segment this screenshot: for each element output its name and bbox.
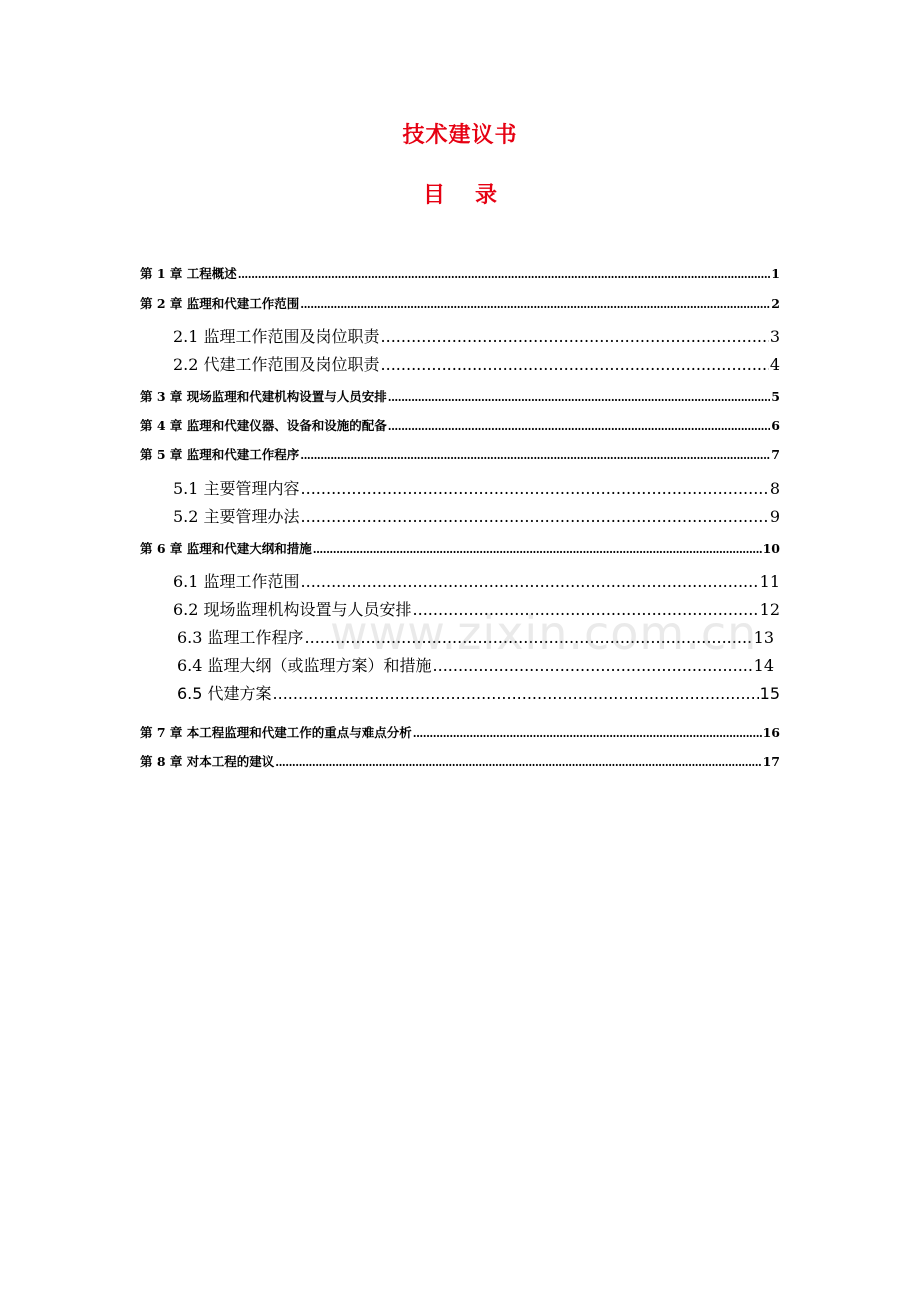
toc-entry-label: 2.1 监理工作范围及岗位职责: [173, 327, 380, 346]
toc-entry-page: 3: [769, 327, 780, 346]
toc-entry-label: 第 2 章 监理和代建工作范围: [140, 296, 300, 311]
toc-entry-label: 6.3 监理工作程序: [177, 628, 304, 647]
toc-entry-label: 6.1 监理工作范围: [173, 572, 300, 591]
toc-heading-right: 录: [475, 183, 498, 208]
toc-leader: [300, 449, 770, 462]
toc-leader: [433, 656, 753, 675]
toc-entry-page: 2: [771, 296, 780, 311]
toc-entry-page: 12: [759, 600, 780, 619]
toc-entry-page: 4: [769, 355, 780, 374]
toc-entry-page: 8: [769, 479, 780, 498]
toc-leader: [381, 327, 769, 346]
watermark: www.zixin.com.cn: [330, 606, 758, 660]
toc-entry-page: 17: [762, 754, 780, 769]
toc-entry-section-5-1[interactable]: [173, 476, 780, 499]
toc-leader: [275, 756, 761, 769]
toc-entry-page: 1: [771, 266, 780, 281]
toc-leader: [273, 684, 759, 703]
toc-leader: [238, 268, 771, 281]
toc-entry-chapter-1[interactable]: [140, 264, 780, 282]
toc-entry-page: 7: [771, 447, 780, 462]
toc-leader: [305, 628, 753, 647]
toc-entry-section-6-4[interactable]: [177, 653, 774, 676]
toc-entry-label: 第 1 章 工程概述: [140, 266, 237, 281]
toc-entry-label: 6.4 监理大纲（或监理方案）和措施: [177, 656, 432, 675]
toc-entry-section-5-2[interactable]: [173, 504, 780, 527]
toc-entry-label: 第 8 章 对本工程的建议: [140, 754, 275, 769]
toc-leader: [388, 391, 771, 404]
toc-heading-left: 目: [422, 183, 445, 208]
toc-entry-page: 11: [759, 572, 780, 591]
toc-entry-section-6-3[interactable]: [177, 625, 774, 648]
toc-entry-page: 14: [753, 656, 774, 675]
toc-entry-label: 第 6 章 监理和代建大纲和措施: [140, 541, 312, 556]
toc-leader: [300, 298, 770, 311]
toc-entry-chapter-8[interactable]: [140, 752, 780, 770]
toc-entry-page: 15: [759, 684, 780, 703]
toc-entry-chapter-3[interactable]: [140, 387, 780, 405]
toc-entry-label: 第 5 章 监理和代建工作程序: [140, 447, 300, 462]
toc-entry-label: 5.1 主要管理内容: [173, 479, 300, 498]
toc-leader: [301, 572, 759, 591]
toc-leader: [388, 420, 771, 433]
toc-entry-chapter-6[interactable]: [140, 539, 780, 557]
toc-entry-section-2-2[interactable]: [173, 352, 780, 375]
toc-leader: [381, 355, 769, 374]
toc-entry-chapter-4[interactable]: [140, 416, 780, 434]
toc-entry-section-6-2[interactable]: [173, 597, 780, 620]
toc-entry-section-2-1[interactable]: [173, 324, 780, 347]
toc-entry-chapter-7[interactable]: [140, 723, 780, 741]
toc-entry-label: 2.2 代建工作范围及岗位职责: [173, 355, 380, 374]
toc-entry-chapter-5[interactable]: [140, 445, 780, 463]
toc-entry-label: 第 3 章 现场监理和代建机构设置与人员安排: [140, 389, 387, 404]
toc-leader: [413, 600, 759, 619]
toc-entry-page: 6: [771, 418, 780, 433]
toc-leader: [301, 507, 769, 526]
toc-entry-label: 6.5 代建方案: [177, 684, 272, 703]
toc-entry-label: 第 7 章 本工程监理和代建工作的重点与难点分析: [140, 725, 412, 740]
toc-entry-page: 16: [762, 725, 780, 740]
toc-entry-page: 9: [769, 507, 780, 526]
toc-entry-label: 5.2 主要管理办法: [173, 507, 300, 526]
toc-leader: [301, 479, 769, 498]
toc-entry-section-6-1[interactable]: [173, 569, 780, 592]
toc-entry-label: 6.2 现场监理机构设置与人员安排: [173, 600, 412, 619]
toc-entry-page: 13: [753, 628, 774, 647]
toc-entry-page: 5: [771, 389, 780, 404]
toc-leader: [413, 727, 762, 740]
toc-leader: [313, 543, 762, 556]
toc-entry-section-6-5[interactable]: [177, 681, 780, 704]
document-title: 技术建议书: [402, 123, 518, 148]
toc-entry-label: 第 4 章 监理和代建仪器、设备和设施的配备: [140, 418, 387, 433]
toc-heading: [0, 178, 920, 209]
toc-entry-chapter-2[interactable]: [140, 294, 780, 312]
toc-entry-page: 10: [762, 541, 780, 556]
